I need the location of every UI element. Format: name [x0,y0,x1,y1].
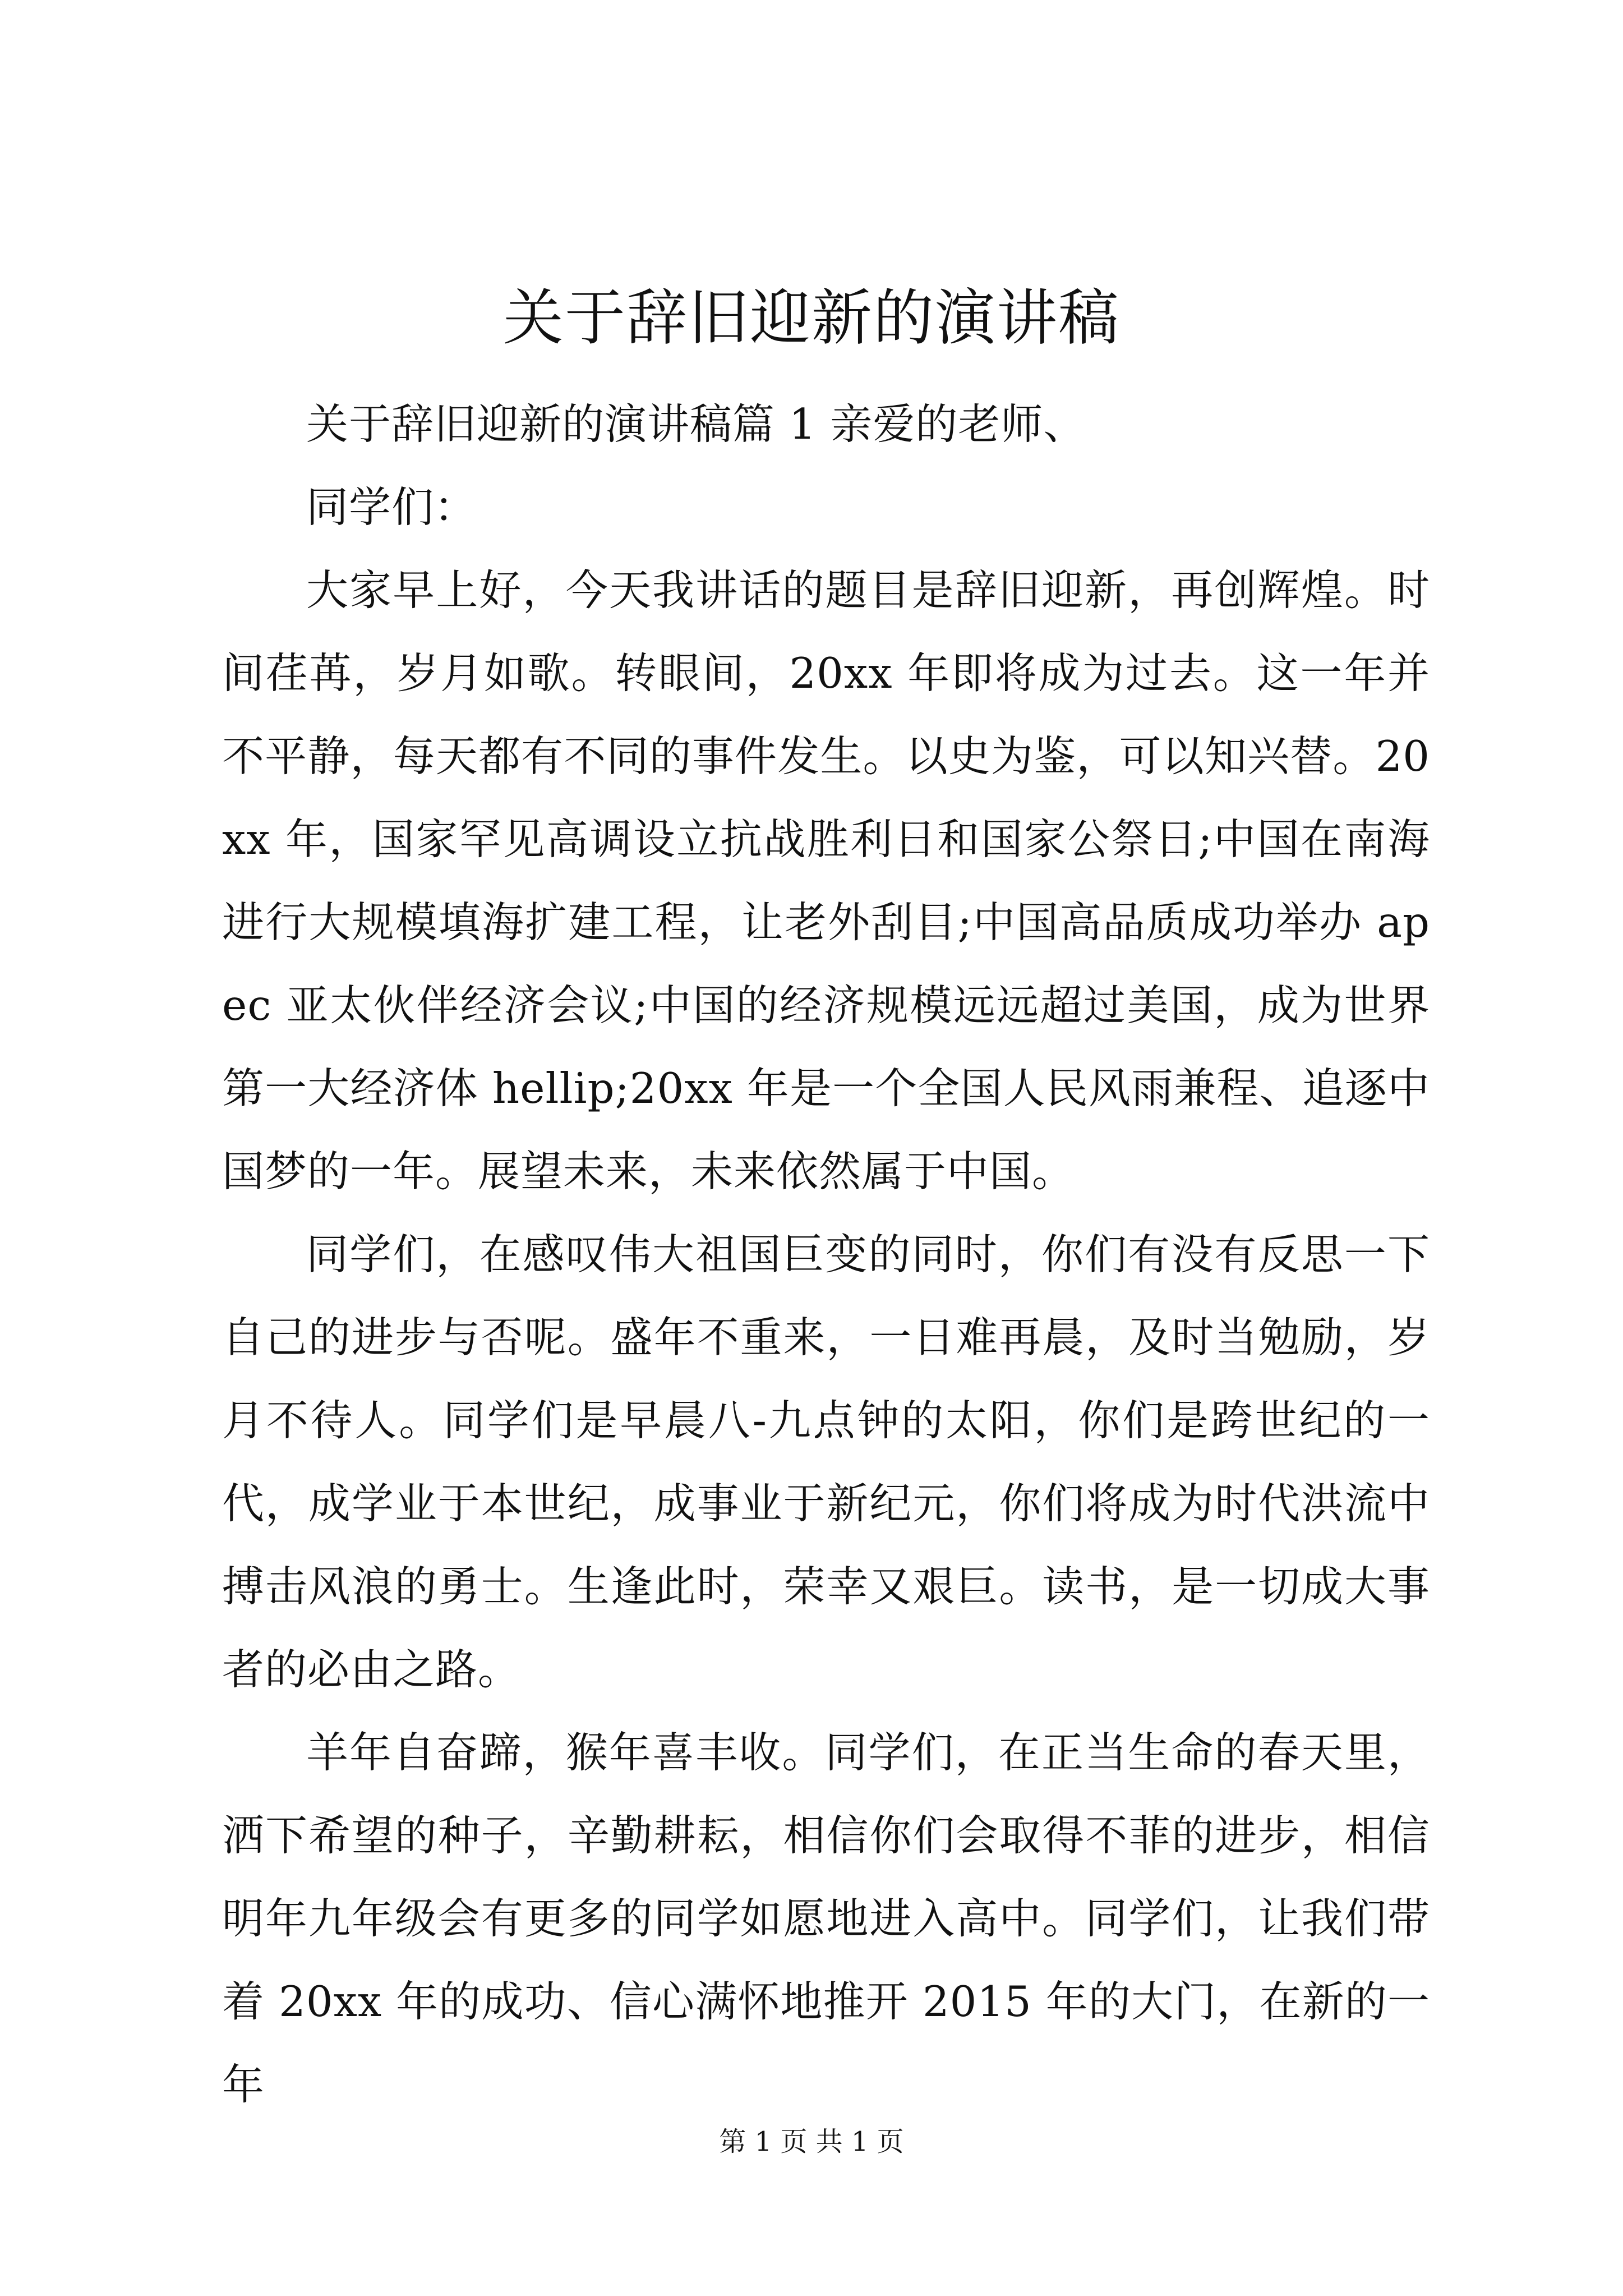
paragraph-greeting: 同学们： [306,482,477,532]
page-footer: 第 1 页 共 1 页 [719,2126,904,2157]
document-body [222,383,1430,2126]
paragraph-body-3: 羊年自奋蹄，猴年喜丰收。同学们，在正当生命的春天里，洒下希望的种子，辛勤耕耘，相信你们会取得不菲的进步，相信明年九年级会有更多的同学如愿地进入高中。同学们，让我们带着 20xx 年的成功、信心满怀地推开 2015 年的大门，在新的一年 [222,1728,1430,2109]
document-title: 关于辞旧迎新的演讲稿 [502,283,1120,353]
paragraph-intro: 关于辞旧迎新的演讲稿篇 1 亲爱的老师、 [306,399,1086,449]
paragraph-body-2: 同学们，在感叹伟大祖国巨变的同时，你们有没有反思一下自己的进步与否呢。盛年不重来，一日难再晨，及时当勉励，岁月不待人。同学们是早晨八-九点钟的太阳，你们是跨世纪的一代，成学业于本世纪，成事业于新纪元，你们将成为时代洪流中搏击风浪的勇士。生逢此时，荣幸又艰巨。读书，是一切成大事者的必由之路。 [222,1230,1430,1694]
paragraph-body-1: 大家早上好，今天我讲话的题目是辞旧迎新，再创辉煌。时间荏苒，岁月如歌。转眼间，20xx 年即将成为过去。这一年并不平静，每天都有不同的事件发生。以史为鉴，可以知兴替。20xx 年，国家罕见高调设立抗战胜利日和国家公祭日;中国在南海进行大规模填海扩建工程，让老外刮目;中国高品质成功举办 apec 亚太伙伴经济会议;中国的经济规模远远超过美国，成为世界第一大经济体 hellip;20xx 年是一个全国人民风雨兼程、追逐中国梦的一年。展望未来，未来依然属于中国。 [222,565,1430,1196]
